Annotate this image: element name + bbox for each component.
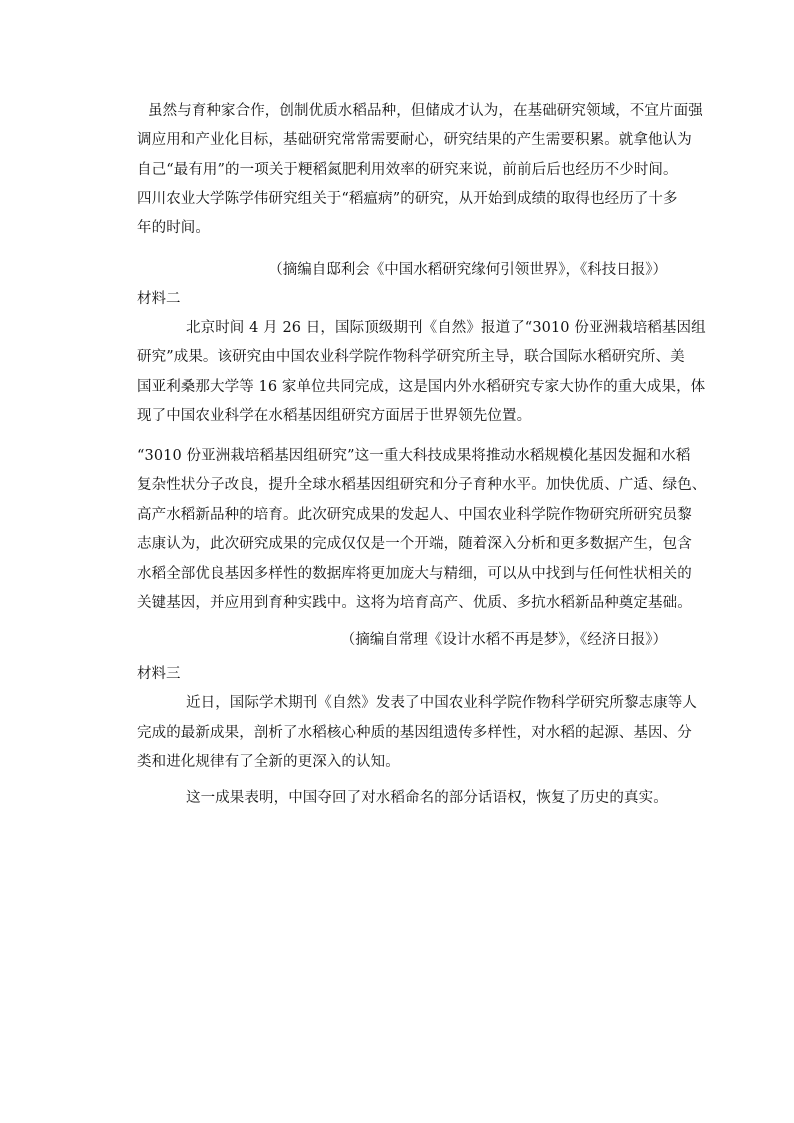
section-heading-material-3: 材料三	[137, 666, 181, 682]
para3-line-4: 志康认为，此次研究成果的完成仅仅是一个开端，随着深入分析和更多数据产生，包含	[137, 536, 692, 552]
para4-line-1: 近日，国际学术期刊《自然》发表了中国农业科学院作物科学研究所黎志康等人	[186, 695, 697, 711]
para1-line-4: 四川农业大学陈学伟研究组关于“稻瘟病”的研究，从开始到成绩的取得也经历了十多	[137, 191, 678, 207]
para4-line-2: 完成的最新成果，剖析了水稻核心种质的基因组遗传多样性，对水稻的起源、基因、分	[137, 725, 692, 741]
source-citation-1: （摘编自邸利会《中国水稻研究缘何引领世界》，《科技日报》）	[268, 262, 667, 278]
para1-line-2: 调应用和产业化目标，基础研究常常需要耐心，研究结果的产生需要积累。就拿他认为	[137, 132, 692, 148]
para2-line-2: 研究”成果。该研究由中国农业科学院作物科学研究所主导，联合国际水稻研究所、美	[137, 349, 685, 365]
section-heading-material-2: 材料二	[137, 291, 181, 307]
para3-line-2: 复杂性状分子改良，提升全球水稻基因组研究和分子育种水平。加快优质、广适、绿色、	[137, 477, 707, 493]
para3-line-3: 高产水稻新品种的培育。此次研究成果的发起人、中国农业科学院作物研究所研究员黎	[137, 507, 692, 523]
para1-line-1: 虽然与育种家合作，创制优质水稻品种，但储成才认为，在基础研究领域，不宜片面强	[148, 103, 703, 119]
para1-line-5: 年的时间。	[137, 220, 210, 236]
para3-line-5: 水稻全部优良基因多样性的数据库将更加庞大与精细，可以从中找到与任何性状相关的	[137, 566, 692, 582]
para3-line-1: “3010 份亚洲栽培稻基因组研究”这一重大科技成果将推动水稻规模化基因发掘和水稻	[137, 448, 691, 464]
source-citation-2: （摘编自常理《设计水稻不再是梦》，《经济日报》）	[340, 632, 667, 648]
para3-line-6: 关键基因，并应用到育种实践中。这将为培育高产、优质、多抗水稻新品种奠定基础。	[137, 595, 692, 611]
para5-line-1: 这一成果表明，中国夺回了对水稻命名的部分话语权，恢复了历史的真实。	[186, 790, 668, 806]
para2-line-1: 北京时间 4 月 26 日，国际顶级期刊《自然》报道了“3010 份亚洲栽培稻基因组	[186, 320, 706, 336]
para4-line-3: 类和进化规律有了全新的更深入的认知。	[137, 754, 400, 770]
para2-line-4: 现了中国农业科学在水稻基因组研究方面居于世界领先位置。	[137, 408, 532, 424]
para1-line-3: 自己“最有用”的一项关于粳稻氮肥利用效率的研究来说，前前后后也经历不少时间。	[137, 162, 678, 178]
para2-line-3: 国亚利桑那大学等 16 家单位共同完成，这是国内外水稻研究专家大协作的重大成果，体	[137, 379, 706, 395]
